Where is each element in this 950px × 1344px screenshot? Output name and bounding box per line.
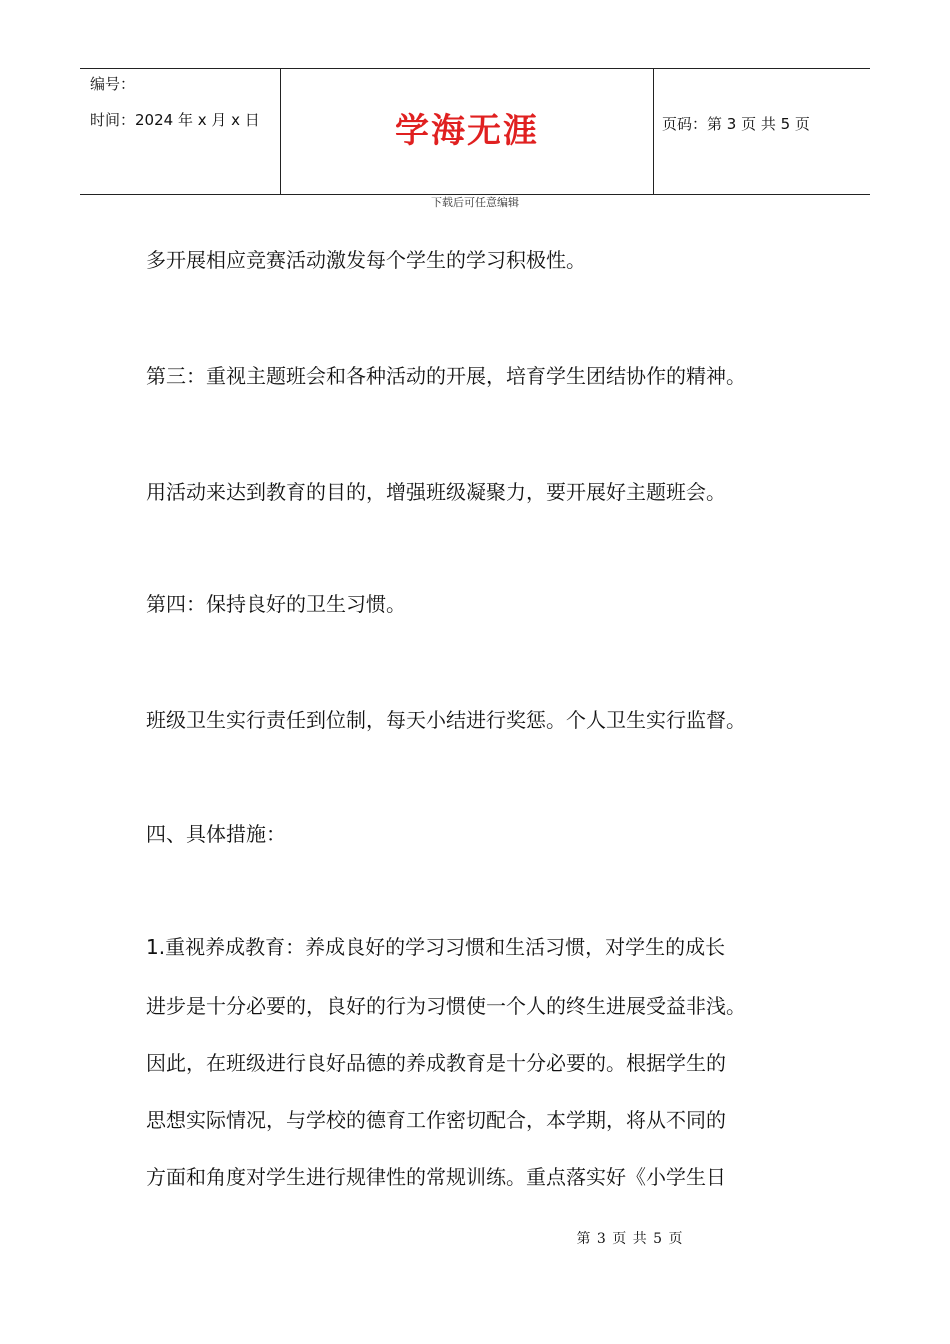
header-page-number: 页码：第 3 页 共 5 页 bbox=[662, 115, 810, 133]
body-line: 用活动来达到教育的目的，增强班级凝聚力，要开展好主题班会。 bbox=[146, 480, 726, 504]
body-line: 思想实际情况，与学校的德育工作密切配合，本学期，将从不同的 bbox=[146, 1108, 726, 1132]
body-line: 多开展相应竞赛活动激发每个学生的学习积极性。 bbox=[146, 248, 586, 272]
brand-title: 学海无涯 bbox=[395, 111, 539, 151]
body-line: 进步是十分必要的，良好的行为习惯使一个人的终生进展受益非浅。 bbox=[146, 994, 746, 1018]
body-line: 班级卫生实行责任到位制，每天小结进行奖惩。个人卫生实行监督。 bbox=[146, 708, 746, 732]
section-heading: 四、具体措施： bbox=[146, 822, 286, 846]
body-line: 方面和角度对学生进行规律性的常规训练。重点落实好《小学生日 bbox=[146, 1165, 726, 1189]
document-time-label: 时间：2024 年 x 月 x 日 bbox=[90, 111, 260, 129]
header-page-cell bbox=[654, 69, 870, 194]
header-brand-cell bbox=[281, 69, 654, 194]
body-line: 1.重视养成教育：养成良好的学习习惯和生活习惯，对学生的成长 bbox=[146, 935, 726, 959]
body-line: 第四：保持良好的卫生习惯。 bbox=[146, 592, 406, 616]
page-footer: 第 3 页 共 5 页 bbox=[576, 1231, 684, 1247]
header-table bbox=[80, 68, 870, 195]
header-info-cell bbox=[80, 69, 281, 194]
edit-hint: 下载后可任意编辑 bbox=[431, 196, 519, 209]
document-number-label: 编号： bbox=[90, 75, 136, 93]
body-line: 因此，在班级进行良好品德的养成教育是十分必要的。根据学生的 bbox=[146, 1051, 726, 1075]
body-line: 第三：重视主题班会和各种活动的开展，培育学生团结协作的精神。 bbox=[146, 364, 746, 388]
